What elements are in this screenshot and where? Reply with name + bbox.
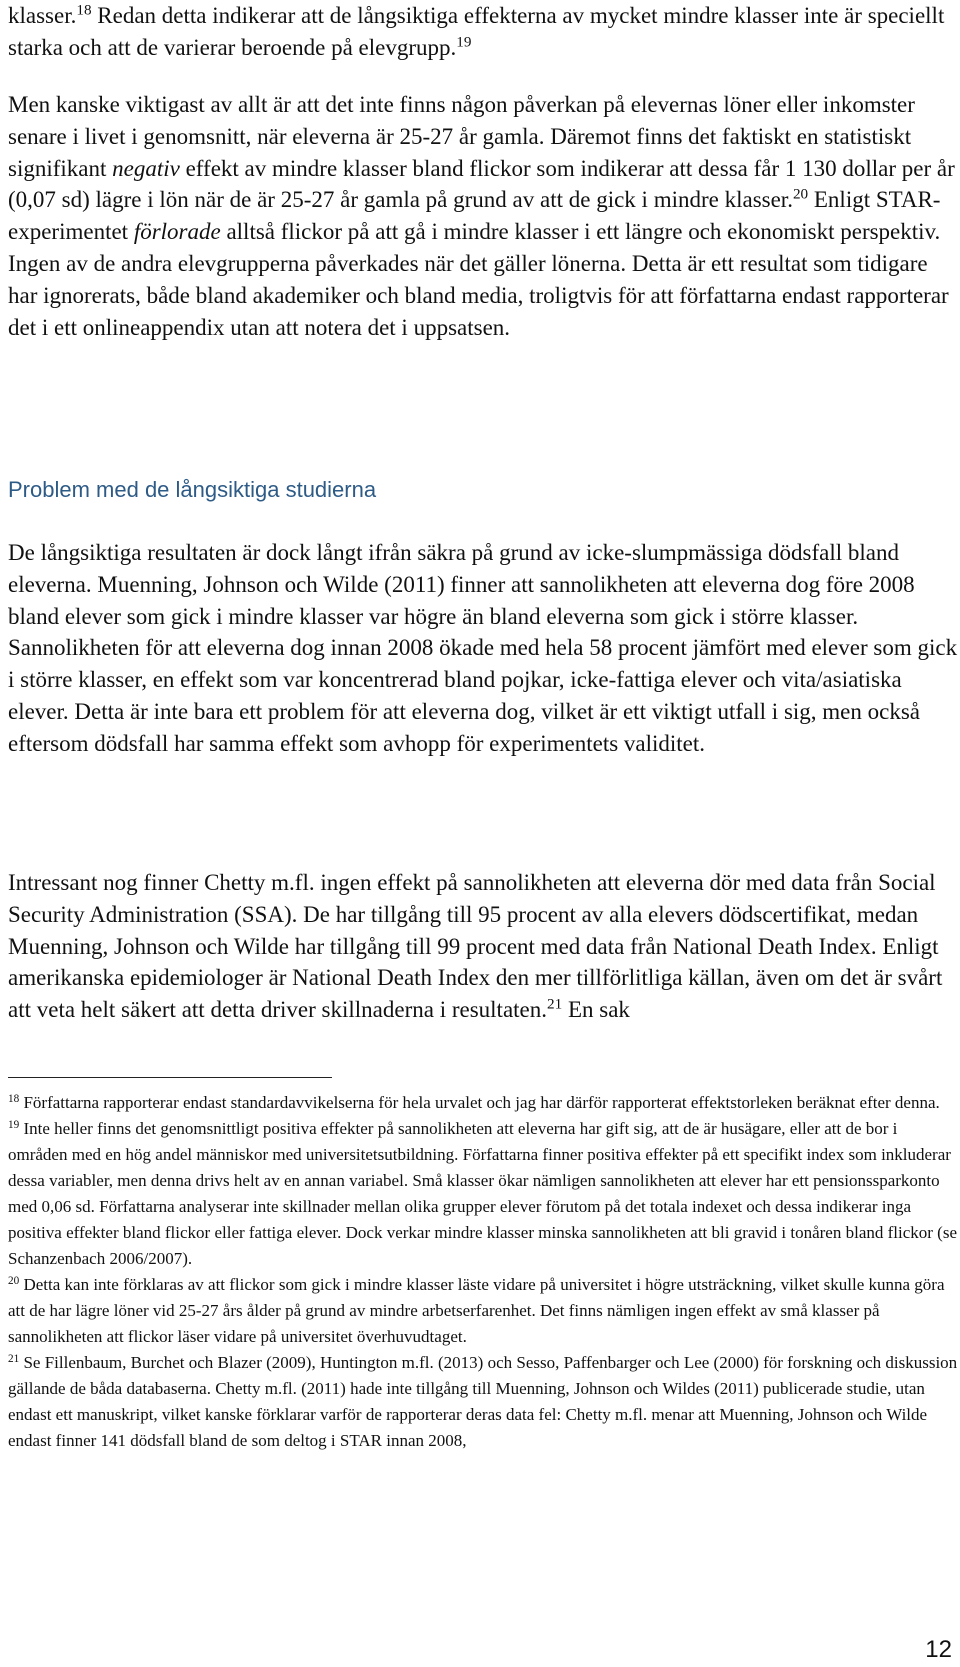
text-run: effekt av mindre klasser bland flickor som indikerar att dessa får 1 130 dollar per år (0,07 sd) lägre i lön när de är 25-27 år gamla på grund av att de gick i mindre klasser. [8, 155, 955, 213]
footnote-number: 19 [8, 1118, 20, 1131]
emphasis-negativ: negativ [112, 155, 180, 181]
footnote-ref-18[interactable]: 18 [76, 1, 92, 19]
paragraph-ssa [8, 867, 958, 1026]
text-run: Men kanske viktigast av allt är att det inte finns någon påverkan på elevernas löner eller inkomster senare i livet i genomsnitt, när eleverna är 25-27 år gamla. Däremot finns det faktiskt en statistiskt signifikant [8, 92, 915, 181]
footnote-text: Inte heller finns det genomsnittligt positiva effekter på sannolikheten att eleverna har gift sig, att de är husägare, eller att de bor i områden med en hög andel människor med universitetsutbildning. Författarna finner positiva effekter på ett specifikt index som inkluderar dessa variabler, men denna drivs helt av en annan variabel. Små klasser ökar nämligen sannolikheten att elever har ett pensionssparkonto med 0,06 sd. Författarna analyserar inte skillnader mellan olika grupper elever förutom på det totala indexet och dessa indikerar inga positiva effekter bland flickor eller fattiga elever. Dock verkar mindre klasser minska sannolikheten att bli gravid i tonåren bland flickor (se Schanzenbach 2006/2007). [8, 1119, 957, 1268]
footnote-ref-20[interactable]: 20 [792, 186, 809, 204]
footnote-number: 21 [8, 1352, 20, 1365]
footnote-ref-21[interactable]: 21 [547, 995, 563, 1013]
footnote-number: 20 [8, 1274, 20, 1287]
footnote-text: Detta kan inte förklaras av att flickor som gick i mindre klasser läste vidare på universitet i högre utsträckning, vilket skulle kunna göra att de har lägre löner vid 25-27 års ålder på grund av mindre arbetserfarenhet. Det finns nämligen ingen effekt av små klasser på sannolikheten att flickor läser vidare på universitet överhuvudtaget. [8, 1275, 945, 1346]
paragraph-wages [8, 89, 958, 343]
text-run: Redan detta indikerar att de långsiktiga effekterna av mycket mindre klasser inte är speciellt starka och att de varierar beroende på elevgrupp. [8, 3, 945, 60]
footnote-20 [8, 1272, 958, 1350]
text-run: Intressant nog finner Chetty m.fl. ingen effekt på sannolikheten att eleverna dör med data från Social Security Administration (SSA). De har tillgång till 95 procent av alla elevers dödscertifikat, medan Muenning, Johnson och Wilde har tillgång till 99 procent med data från National Death Index. Enligt amerikanska epidemiologer är National Death Index den mer tillförlitliga källan, även om det är svårt att veta helt säkert att detta driver skillnaderna i resultaten. [8, 870, 943, 1023]
footnote-separator [8, 1077, 332, 1078]
footnotes [8, 1090, 958, 1454]
text-run: Enligt STAR-experimentet [8, 187, 941, 245]
footnote-text: Författarna rapporterar endast standardavvikelserna för hela urvalet och jag har därför rapporterat effektstorleken beräknat efter denna. [19, 1093, 940, 1112]
footnote-18 [8, 1090, 958, 1116]
text-run: alltså flickor på att gå i mindre klasser i ett längre och ekonomiskt perspektiv. Ingen av de andra elevgrupperna påverkades när det gäller lönerna. Detta är ett resultat som tidigare har ignorerats, både bland akademiker och bland media, troligtvis för att författarna endast rapporterar det i ett onlineappendix utan att notera det i uppsatsen. [8, 219, 949, 340]
emphasis-forlorade: förlorade [133, 219, 221, 245]
footnote-ref-19[interactable]: 19 [456, 33, 472, 51]
paragraph-continuation [8, 0, 958, 64]
text-run: En sak [562, 997, 630, 1023]
footnote-number: 18 [8, 1092, 20, 1105]
footnote-21 [8, 1350, 958, 1454]
page-number: 12 [925, 1636, 952, 1663]
section-heading: Problem med de långsiktiga studierna [8, 477, 377, 502]
text-run: klasser. [8, 3, 77, 28]
footnote-19 [8, 1116, 958, 1272]
paragraph-mortality: De långsiktiga resultaten är dock långt ifrån säkra på grund av icke-slumpmässiga dödsfall bland eleverna. Muenning, Johnson och Wilde (2011) finner att sannolikheten att eleverna dog före 2008 bland elever som gick i mindre klasser var högre än bland eleverna som gick i större klasser. Sannolikheten för att eleverna dog innan 2008 ökade med hela 58 procent jämfört med elever som gick i större klasser, en effekt som var koncentrerad bland pojkar, icke-fattiga elever och vita/asiatiska elever. Detta är inte bara ett problem för att eleverna dog, vilket är ett viktigt utfall i sig, men också eftersom dödsfall har samma effekt som avhopp för experimentets validitet. [8, 540, 958, 756]
footnote-text: Se Fillenbaum, Burchet och Blazer (2009), Huntington m.fl. (2013) och Sesso, Paffenbarger och Lee (2000) för forskning och diskussion gällande de båda databaserna. Chetty m.fl. (2011) hade inte tillgång till Muenning, Johnson och Wildes (2011) publicerade studie, utan endast ett manuskript, vilket kanske förklarar varför de rapporterar deras data fel: Chetty m.fl. menar att Muenning, Johnson och Wilde endast finner 141 dödsfall bland de som deltog i STAR innan 2008, [8, 1353, 958, 1450]
